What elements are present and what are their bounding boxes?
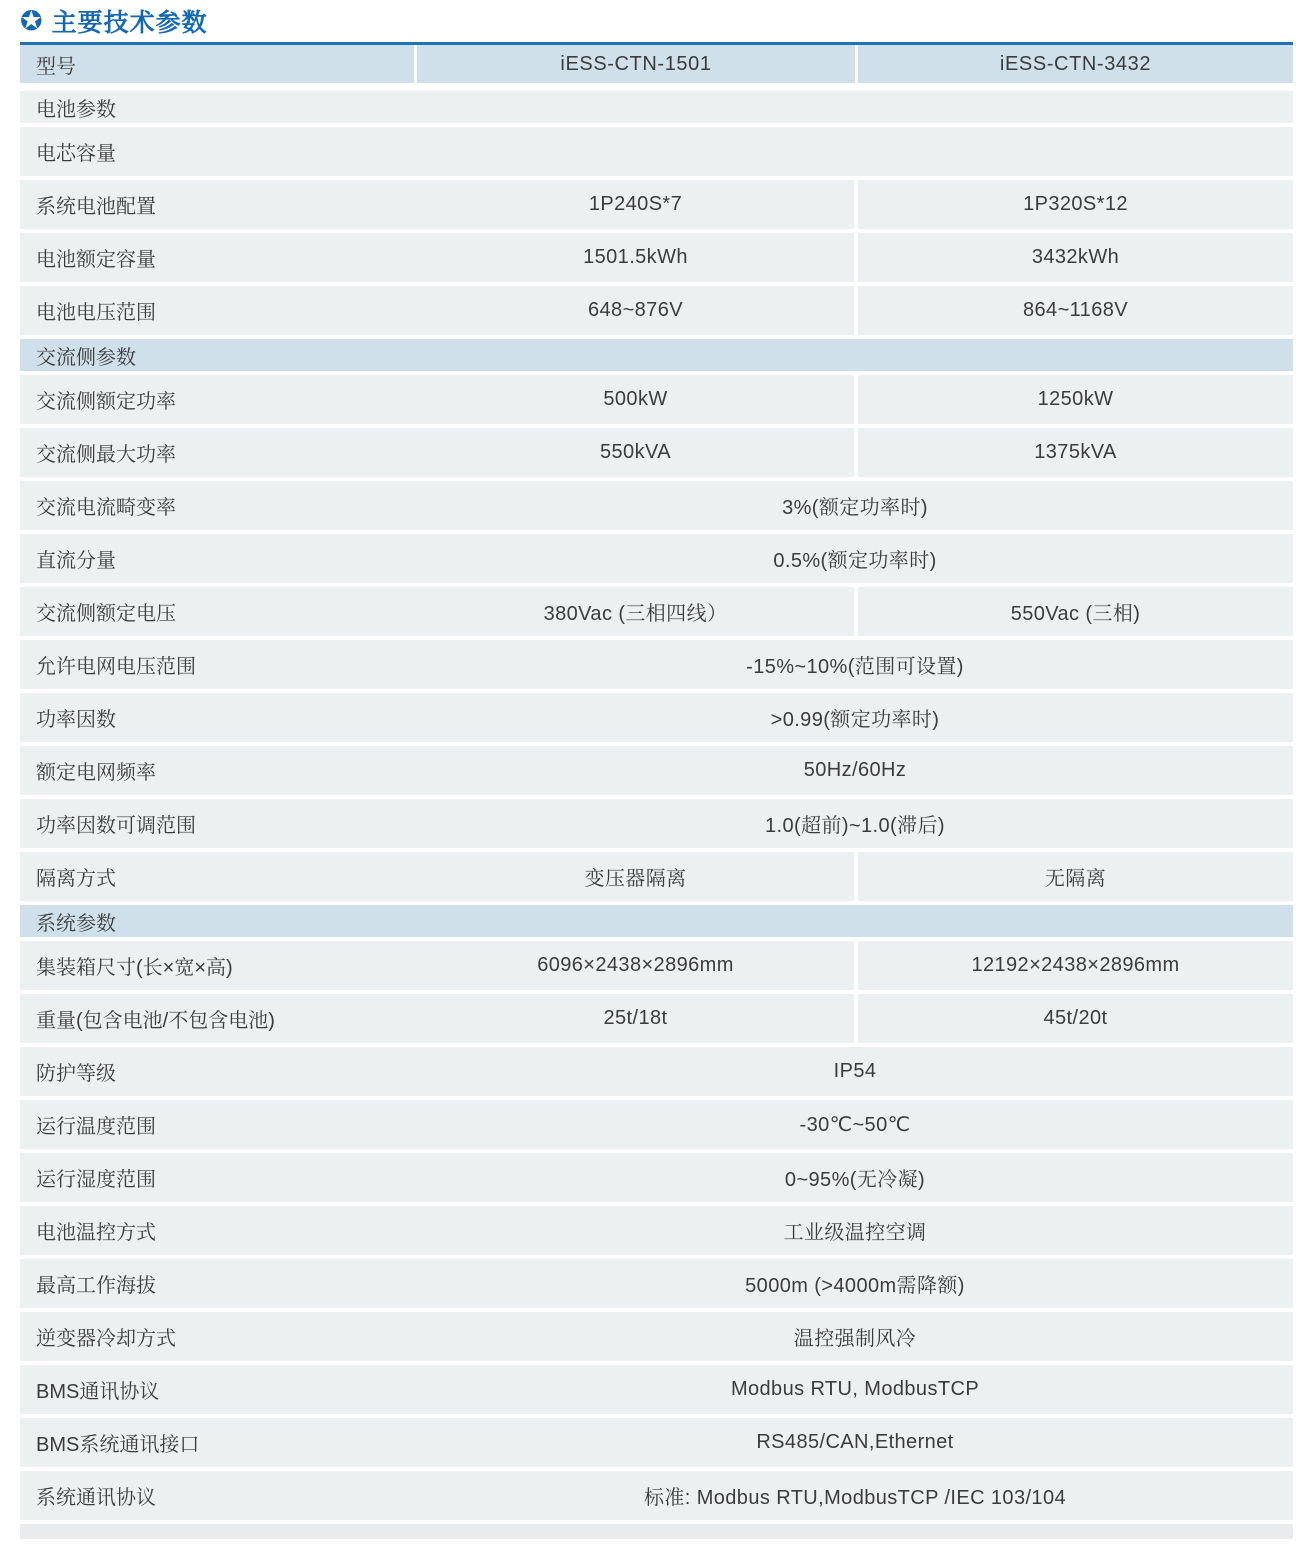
row-value-model1: 550kVA xyxy=(417,428,858,477)
spec-row xyxy=(20,994,1293,1043)
row-value-model2: 3432kWh xyxy=(1031,246,1120,268)
row-value-shared xyxy=(417,127,1293,176)
table-body xyxy=(20,91,1293,1520)
spec-row xyxy=(20,693,1293,742)
spec-row xyxy=(20,1312,1293,1361)
spec-row xyxy=(20,428,1293,477)
row-label: 电池温控方式 xyxy=(36,1222,156,1244)
spec-row xyxy=(20,180,1293,229)
header-model-1501: iESS-CTN-1501 xyxy=(417,45,858,83)
row-value-shared: 50Hz/60Hz xyxy=(803,759,907,781)
spec-row xyxy=(20,746,1293,795)
spec-row xyxy=(20,534,1293,583)
spec-row xyxy=(20,1365,1293,1414)
row-value-shared: 0~95%(无冷凝) xyxy=(784,1169,926,1191)
spec-row xyxy=(20,1471,1293,1520)
row-value-model2: 1P320S*12 xyxy=(1023,193,1128,215)
row-label: BMS系统通讯接口 xyxy=(36,1434,200,1456)
row-label: 电池额定容量 xyxy=(36,249,156,271)
spec-row xyxy=(20,941,1293,990)
spec-row xyxy=(20,375,1293,424)
row-value-model2: 550Vac (三相) xyxy=(1010,603,1141,625)
row-label: 系统电池配置 xyxy=(36,196,156,218)
section-title xyxy=(0,0,1300,39)
spec-row xyxy=(20,1206,1293,1255)
row-value-shared: 标准: Modbus RTU,ModbusTCP /IEC 103/104 xyxy=(643,1487,1067,1509)
spec-row xyxy=(20,233,1293,282)
row-label: 功率因数可调范围 xyxy=(36,815,196,837)
table-header-row xyxy=(20,45,1293,83)
spec-row xyxy=(20,286,1293,335)
spec-row xyxy=(20,1259,1293,1308)
row-value-model1: 648~876V xyxy=(417,286,858,335)
row-label: 防护等级 xyxy=(36,1063,116,1085)
row-value-model1: 25t/18t xyxy=(417,994,858,1043)
row-value-shared: Modbus RTU, ModbusTCP xyxy=(730,1378,980,1400)
row-label: BMS通讯协议 xyxy=(36,1381,160,1403)
header-model-label: 型号 xyxy=(20,45,417,83)
row-value-shared: 0.5%(额定功率时) xyxy=(773,550,937,572)
row-value-shared: 5000m (>4000m需降额) xyxy=(745,1275,965,1297)
row-label: 最高工作海拔 xyxy=(36,1275,156,1297)
row-value-shared: >0.99(额定功率时) xyxy=(770,709,940,731)
section-header-row xyxy=(20,905,1293,937)
header-model-3432: iESS-CTN-3432 xyxy=(999,52,1152,75)
row-label: 交流侧额定电压 xyxy=(36,603,176,625)
row-label: 交流侧最大功率 xyxy=(36,444,176,466)
row-label: 允许电网电压范围 xyxy=(36,656,196,678)
row-label: 直流分量 xyxy=(36,550,116,572)
row-value-model2: 12192×2438×2896mm xyxy=(971,954,1180,976)
row-label: 电池参数 xyxy=(36,98,116,121)
row-label: 系统通讯协议 xyxy=(36,1487,156,1509)
row-label: 交流侧参数 xyxy=(36,346,136,369)
row-label: 逆变器冷却方式 xyxy=(36,1328,176,1350)
row-value-model1: 变压器隔离 xyxy=(417,852,858,901)
row-value-model1: 380Vac (三相四线） xyxy=(417,587,858,636)
table-bottom-partial-row xyxy=(20,1524,1293,1539)
spec-row xyxy=(20,852,1293,901)
spec-row xyxy=(20,1418,1293,1467)
spec-row xyxy=(20,1100,1293,1149)
spec-row xyxy=(20,481,1293,530)
spec-row xyxy=(20,587,1293,636)
spec-row xyxy=(20,127,1293,176)
row-value-shared: IP54 xyxy=(833,1060,877,1082)
row-label: 电芯容量 xyxy=(36,143,116,165)
row-label: 功率因数 xyxy=(36,709,116,731)
section-header-row xyxy=(20,339,1293,371)
row-value-model2: 无隔离 xyxy=(1044,868,1107,890)
row-label: 交流侧额定功率 xyxy=(36,391,176,413)
row-value-shared: -15%~10%(范围可设置) xyxy=(746,656,964,678)
row-value-model2: 864~1168V xyxy=(1023,299,1128,321)
row-label: 运行温度范围 xyxy=(36,1116,156,1138)
spec-table xyxy=(20,42,1293,1539)
row-label: 运行湿度范围 xyxy=(36,1169,156,1191)
row-label: 隔离方式 xyxy=(36,868,116,890)
row-label: 电池电压范围 xyxy=(36,302,156,324)
row-value-shared: -30℃~50℃ xyxy=(799,1114,911,1136)
spec-row xyxy=(20,1047,1293,1096)
row-value-shared: RS485/CAN,Ethernet xyxy=(756,1431,954,1453)
row-value-shared: 1.0(超前)~1.0(滞后) xyxy=(765,815,945,837)
page-title: 主要技术参数 xyxy=(51,9,208,37)
row-value-model2: 45t/20t xyxy=(1043,1007,1108,1029)
section-header-row xyxy=(20,91,1293,123)
star-circle-icon: ✪ xyxy=(20,5,43,36)
row-label: 集装箱尺寸(长×宽×高) xyxy=(36,957,233,979)
row-value-shared: 3%(额定功率时) xyxy=(782,497,928,519)
spec-row xyxy=(20,640,1293,689)
row-value-model1: 1501.5kWh xyxy=(417,233,858,282)
row-label: 交流电流畸变率 xyxy=(36,497,176,519)
row-value-shared: 工业级温控空调 xyxy=(783,1222,927,1244)
row-value-model1: 1P240S*7 xyxy=(417,180,858,229)
row-label: 额定电网频率 xyxy=(36,762,156,784)
row-value-model2: 1375kVA xyxy=(1034,441,1117,463)
spec-row xyxy=(20,1153,1293,1202)
spec-row xyxy=(20,799,1293,848)
row-label: 重量(包含电池/不包含电池) xyxy=(36,1010,275,1032)
row-label: 系统参数 xyxy=(36,912,116,935)
row-value-model1: 500kW xyxy=(417,375,858,424)
row-value-model1: 6096×2438×2896mm xyxy=(417,941,858,990)
row-value-shared: 温控强制风冷 xyxy=(793,1328,917,1350)
row-value-model2: 1250kW xyxy=(1037,388,1114,410)
